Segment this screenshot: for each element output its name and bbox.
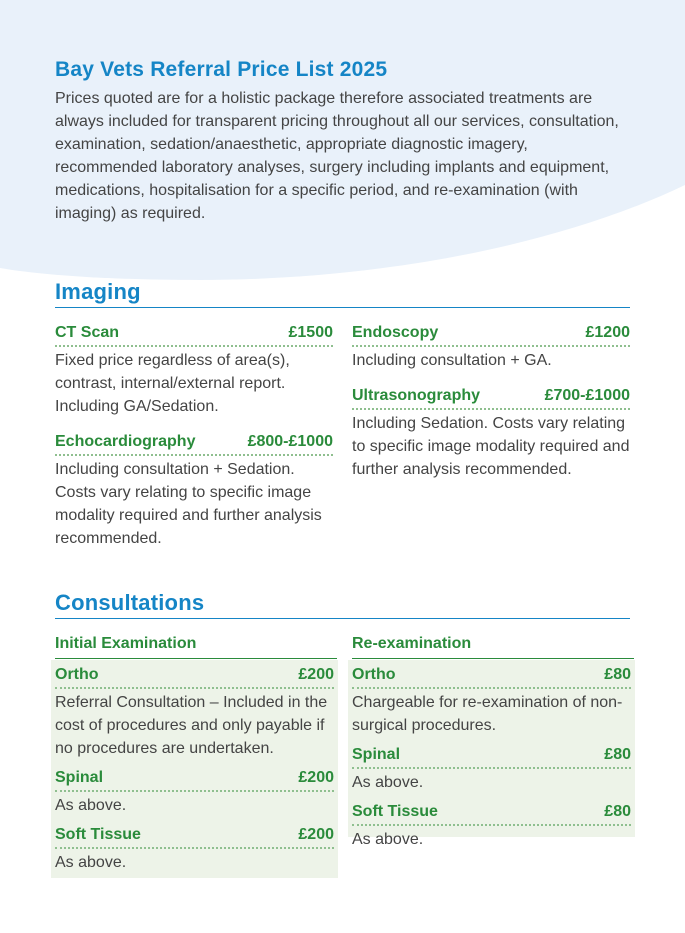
ct-scan-desc: Fixed price regardless of area(s), contrast, internal/external report. Including GA/Sedation.	[55, 352, 290, 416]
page-title: Bay Vets Referral Price List 2025	[55, 58, 388, 81]
initial-soft-tissue-name: Soft Tissue	[55, 826, 141, 844]
ultrasonography-desc: Including Sedation. Costs vary relating to specific image modality required and further analysis recommended.	[352, 415, 630, 479]
reexam-ortho-price: £80	[604, 666, 631, 684]
reexam-soft-tissue-price: £80	[604, 803, 631, 821]
endoscopy-item	[352, 322, 630, 373]
ultrasonography-price: £700-£1000	[544, 387, 630, 405]
initial-soft-tissue-price: £200	[298, 826, 334, 844]
reexam-soft-tissue-desc: As above.	[352, 831, 424, 849]
echocardiography-price: £800-£1000	[247, 433, 333, 451]
initial-spinal-item	[55, 767, 334, 818]
endoscopy-desc: Including consultation + GA.	[352, 352, 552, 370]
initial-examination-heading: Initial Examination	[55, 633, 337, 659]
consultations-section	[55, 588, 630, 933]
re-examination-column	[352, 633, 631, 849]
ct-scan-name: CT Scan	[55, 324, 120, 342]
echocardiography-desc: Including consultation + Sedation. Costs vary relating to specific image modality required and further analysis recommended.	[55, 461, 322, 547]
echocardiography-item	[55, 431, 333, 551]
initial-soft-tissue-item	[55, 824, 334, 875]
reexam-ortho-name: Ortho	[352, 666, 396, 684]
initial-soft-tissue-desc: As above.	[55, 854, 127, 872]
endoscopy-price: £1200	[585, 324, 630, 342]
reexam-spinal-item	[352, 744, 631, 795]
price-list	[55, 56, 630, 933]
ultrasonography-item	[352, 385, 630, 482]
initial-spinal-name: Spinal	[55, 769, 104, 787]
initial-spinal-desc: As above.	[55, 797, 127, 815]
imaging-right-column	[352, 322, 630, 482]
initial-spinal-price: £200	[298, 769, 334, 787]
ct-scan-price: £1500	[288, 324, 333, 342]
reexam-ortho-desc: Chargeable for re-examination of non-surgical procedures.	[352, 694, 623, 735]
reexam-spinal-name: Spinal	[352, 746, 401, 764]
imaging-section	[55, 277, 630, 582]
reexam-soft-tissue-name: Soft Tissue	[352, 803, 438, 821]
reexam-spinal-price: £80	[604, 746, 631, 764]
imaging-title: Imaging	[55, 279, 141, 305]
re-examination-panel	[348, 660, 635, 849]
initial-examination-column	[55, 633, 334, 872]
initial-ortho-desc: Referral Consultation – Included in the cost of procedures and only payable if no procedures are undertaken.	[55, 694, 328, 758]
initial-ortho-item	[55, 664, 334, 761]
imaging-divider	[55, 307, 630, 308]
intro-text: Prices quoted are for a holistic package therefore associated treatments are always included for transparent pricing throughout all our services, consultation, examination, sedation/anaesthetic, appropriate diagnostic imagery, recommended laboratory analyses, surgery including implants and equipment, medications, hospitalisation for a specific period, and re-examination (with imaging) as required.	[55, 90, 619, 222]
imaging-left-column	[55, 322, 333, 550]
consultations-title: Consultations	[55, 590, 205, 616]
initial-ortho-price: £200	[298, 666, 334, 684]
initial-examination-panel	[51, 660, 338, 878]
reexam-ortho-item	[352, 664, 631, 738]
consultations-divider	[55, 618, 630, 619]
initial-ortho-name: Ortho	[55, 666, 99, 684]
ultrasonography-name: Ultrasonography	[352, 387, 481, 405]
ct-scan-item	[55, 322, 333, 419]
re-examination-heading: Re-examination	[352, 633, 634, 659]
reexam-spinal-desc: As above.	[352, 774, 424, 792]
endoscopy-name: Endoscopy	[352, 324, 439, 342]
reexam-soft-tissue-item	[352, 801, 631, 852]
echocardiography-name: Echocardiography	[55, 433, 196, 451]
